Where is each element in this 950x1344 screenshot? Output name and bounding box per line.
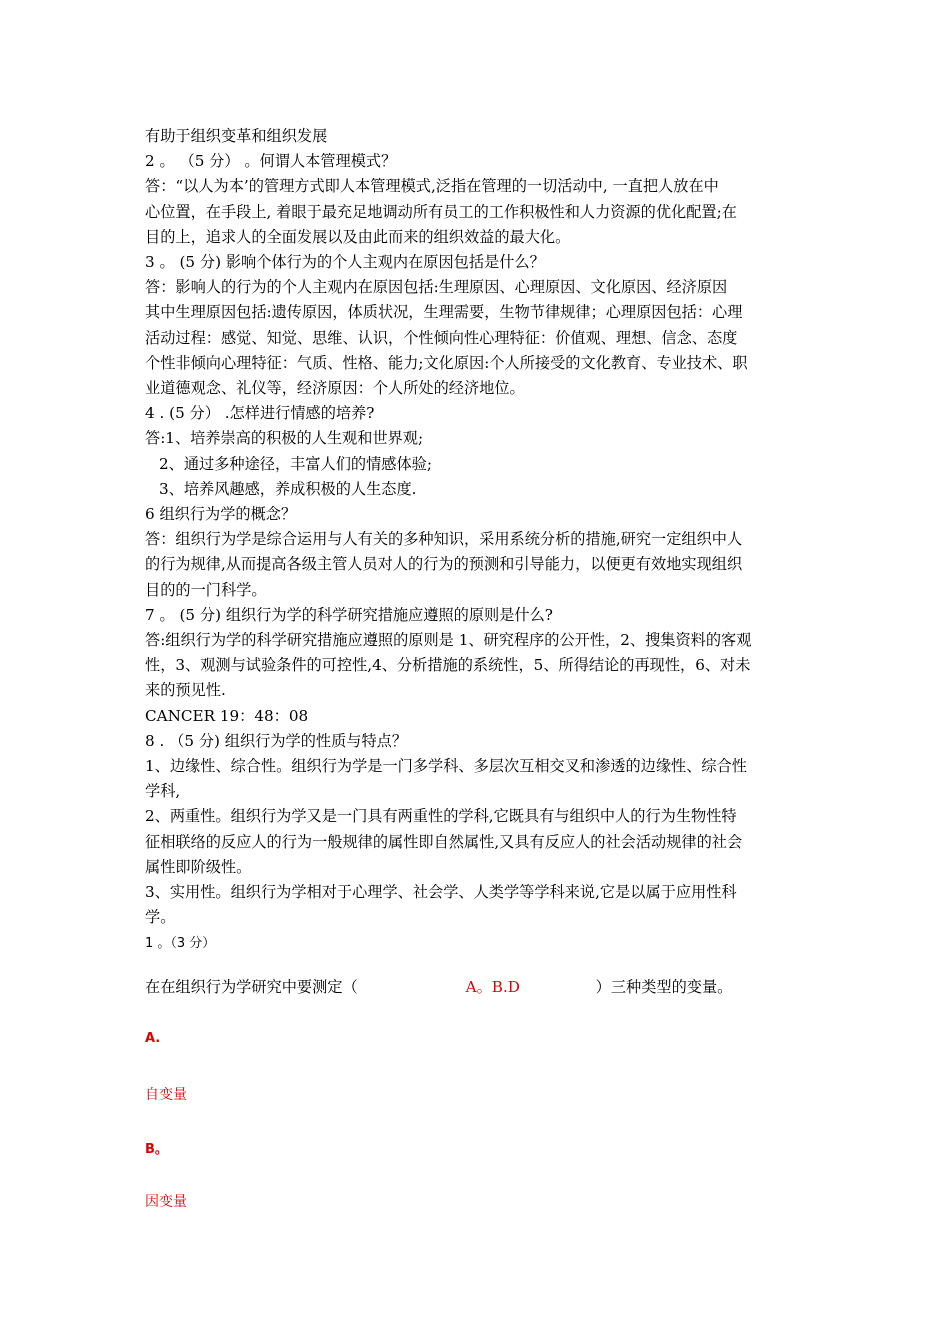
text-line: 业道德观念、礼仪等，经济原因：个人所处的经济地位。 xyxy=(145,379,525,398)
text-line: 个性非倾向心理特征：气质、性格、能力;文化原因:个人所接受的文化教育、专业技术、职 xyxy=(145,353,748,372)
text-line: 答：组织行为学是综合运用与人有关的多种知识，采用系统分析的措施,研究一定组织中人 xyxy=(145,530,743,549)
text-line: 学。 xyxy=(145,908,176,927)
option-b-text: 因变量 xyxy=(145,1194,187,1210)
text-line: 心位置，在手段上, 着眼于最充足地调动所有员工的工作积极性和人力资源的优化配置;在 xyxy=(145,202,737,221)
text-line: 2、两重性。组织行为学又是一门具有两重性的学科,它既具有与组织中人的行为生物性特 xyxy=(145,807,737,826)
question-suffix: ）三种类型的变量。 xyxy=(595,978,733,996)
document-body xyxy=(145,124,813,956)
option-b-label: B。 xyxy=(145,1142,168,1157)
text-line: 2、通过多种途径，丰富人们的情感体验; xyxy=(159,454,432,473)
text-line: 征相联络的反应人的行为一般规律的属性即自然属性,又具有反应人的社会活动规律的社会 xyxy=(145,832,743,851)
question-heading: 7 。 (5 分) 组织行为学的科学研究措施应遵照的原则是什么? xyxy=(145,605,553,624)
text-line: 3、实用性。组织行为学相对于心理学、社会学、人类学等学科来说,它是以属于应用性科 xyxy=(145,883,737,902)
text-line: 答：影响人的行为的个人主观内在原因包括:生理原因、心理原因、文化原因、经济原因 xyxy=(145,278,728,297)
text-line: 来的预见性. xyxy=(145,681,226,700)
question-prefix: 在在组织行为学研究中要测定（ xyxy=(145,978,358,996)
text-line: 答：“以人为本’的管理方式即人本管理模式,泛指在管理的一切活动中, 一直把人放在中 xyxy=(145,177,719,196)
question-text xyxy=(145,976,732,997)
text-line: 目的的一门科学。 xyxy=(145,580,267,599)
text-line: 活动过程：感觉、知觉、思维、认识，个性倾向性心理特征：价值观、理想、信念、态度 xyxy=(145,328,738,347)
text-line: 学科, xyxy=(145,782,181,801)
question-answer: A。B.D xyxy=(465,978,520,996)
text-line: 其中生理原因包括:遗传原因，体质状况，生理需要，生物节律规律；心理原因包括：心理 xyxy=(145,303,743,322)
text-line: 目的上，追求人的全面发展以及由此而来的组织效益的最大化。 xyxy=(145,227,571,246)
text-line: 1、边缘性、综合性。组织行为学是一门多学科、多层次互相交叉和渗透的边缘性、综合性 xyxy=(145,757,747,776)
timestamp-line: CANCER 19：48：08 xyxy=(145,706,309,725)
question-heading: 6 组织行为学的概念？ xyxy=(145,505,297,524)
text-line: 有助于组织变革和组织发展 xyxy=(145,127,328,145)
option-a-label: A. xyxy=(145,1031,161,1046)
question-heading: 4 . (5 分） .怎样进行情感的培养? xyxy=(145,404,375,423)
text-line: 答:1、培养崇高的积极的人生观和世界观; xyxy=(145,429,424,448)
question-number: 1 。（3 分） xyxy=(145,935,216,951)
text-line: 属性即阶级性。 xyxy=(145,857,252,876)
text-line: 3、培养风趣感，养成积极的人生态度. xyxy=(159,479,417,498)
option-a-text: 自变量 xyxy=(145,1087,187,1103)
question-heading: 2 。 （5 分） 。何谓人本管理模式？ xyxy=(145,152,397,171)
question-heading: 3 。 (5 分) 影响个体行为的个人主观内在原因包括是什么？ xyxy=(145,253,545,272)
text-line: 性，3、观测与试验条件的可控性,4、分析措施的系统性，5、所得结论的再现性，6、对未 xyxy=(145,656,751,675)
text-line: 的行为规律,从而提高各级主管人员对人的行为的预测和引导能力，以便更有效地实现组织 xyxy=(145,555,743,574)
text-line: 答:组织行为学的科学研究措施应遵照的原则是 1、研究程序的公开性，2、搜集资料的客观 xyxy=(145,631,752,650)
question-heading: 8 . （5 分) 组织行为学的性质与特点？ xyxy=(145,731,408,750)
